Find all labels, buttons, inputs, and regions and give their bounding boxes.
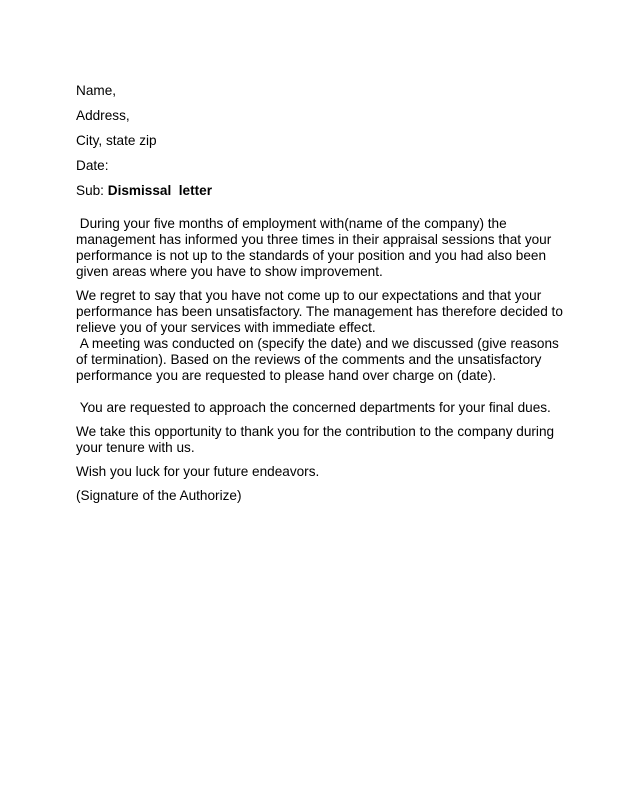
recipient-city-state-zip: City, state zip — [76, 133, 157, 148]
recipient-name: Name, — [76, 83, 117, 98]
subject-title: Dismissal letter — [107, 183, 213, 198]
dismissal-letter — [76, 82, 566, 512]
body-paragraph-employment: During your five months of employment with(name of the company) the management has informed you three times in their appraisal sessions that your performance is not up to the standards of your position and you had also been given areas where you have to show improvement. — [76, 216, 556, 279]
letter-date: Date: — [76, 158, 109, 173]
recipient-address: Address, — [76, 108, 130, 123]
body-paragraph-thanks: We take this opportunity to thank you for the contribution to the company during your tenure with us. — [76, 424, 558, 455]
body-paragraph-performance: We regret to say that you have not come up to our expectations and that your performance has been unsatisfactory. The management has therefore decided to relieve you of your services with immediate effect. — [76, 288, 567, 335]
body-paragraph-wishes: Wish you luck for your future endeavors. — [76, 464, 320, 479]
signature-line: (Signature of the Authorize) — [76, 488, 242, 503]
subject-line — [76, 182, 566, 199]
body-paragraph-meeting: A meeting was conducted on (specify the date) and we discussed (give reasons of termination). Based on the reviews of the comments and the unsatisfactory performance you are requested to please hand over charge on (date). — [76, 336, 563, 383]
body-paragraph-dues: You are requested to approach the concerned departments for your final dues. — [76, 400, 551, 415]
subject-prefix: Sub: — [76, 183, 108, 198]
